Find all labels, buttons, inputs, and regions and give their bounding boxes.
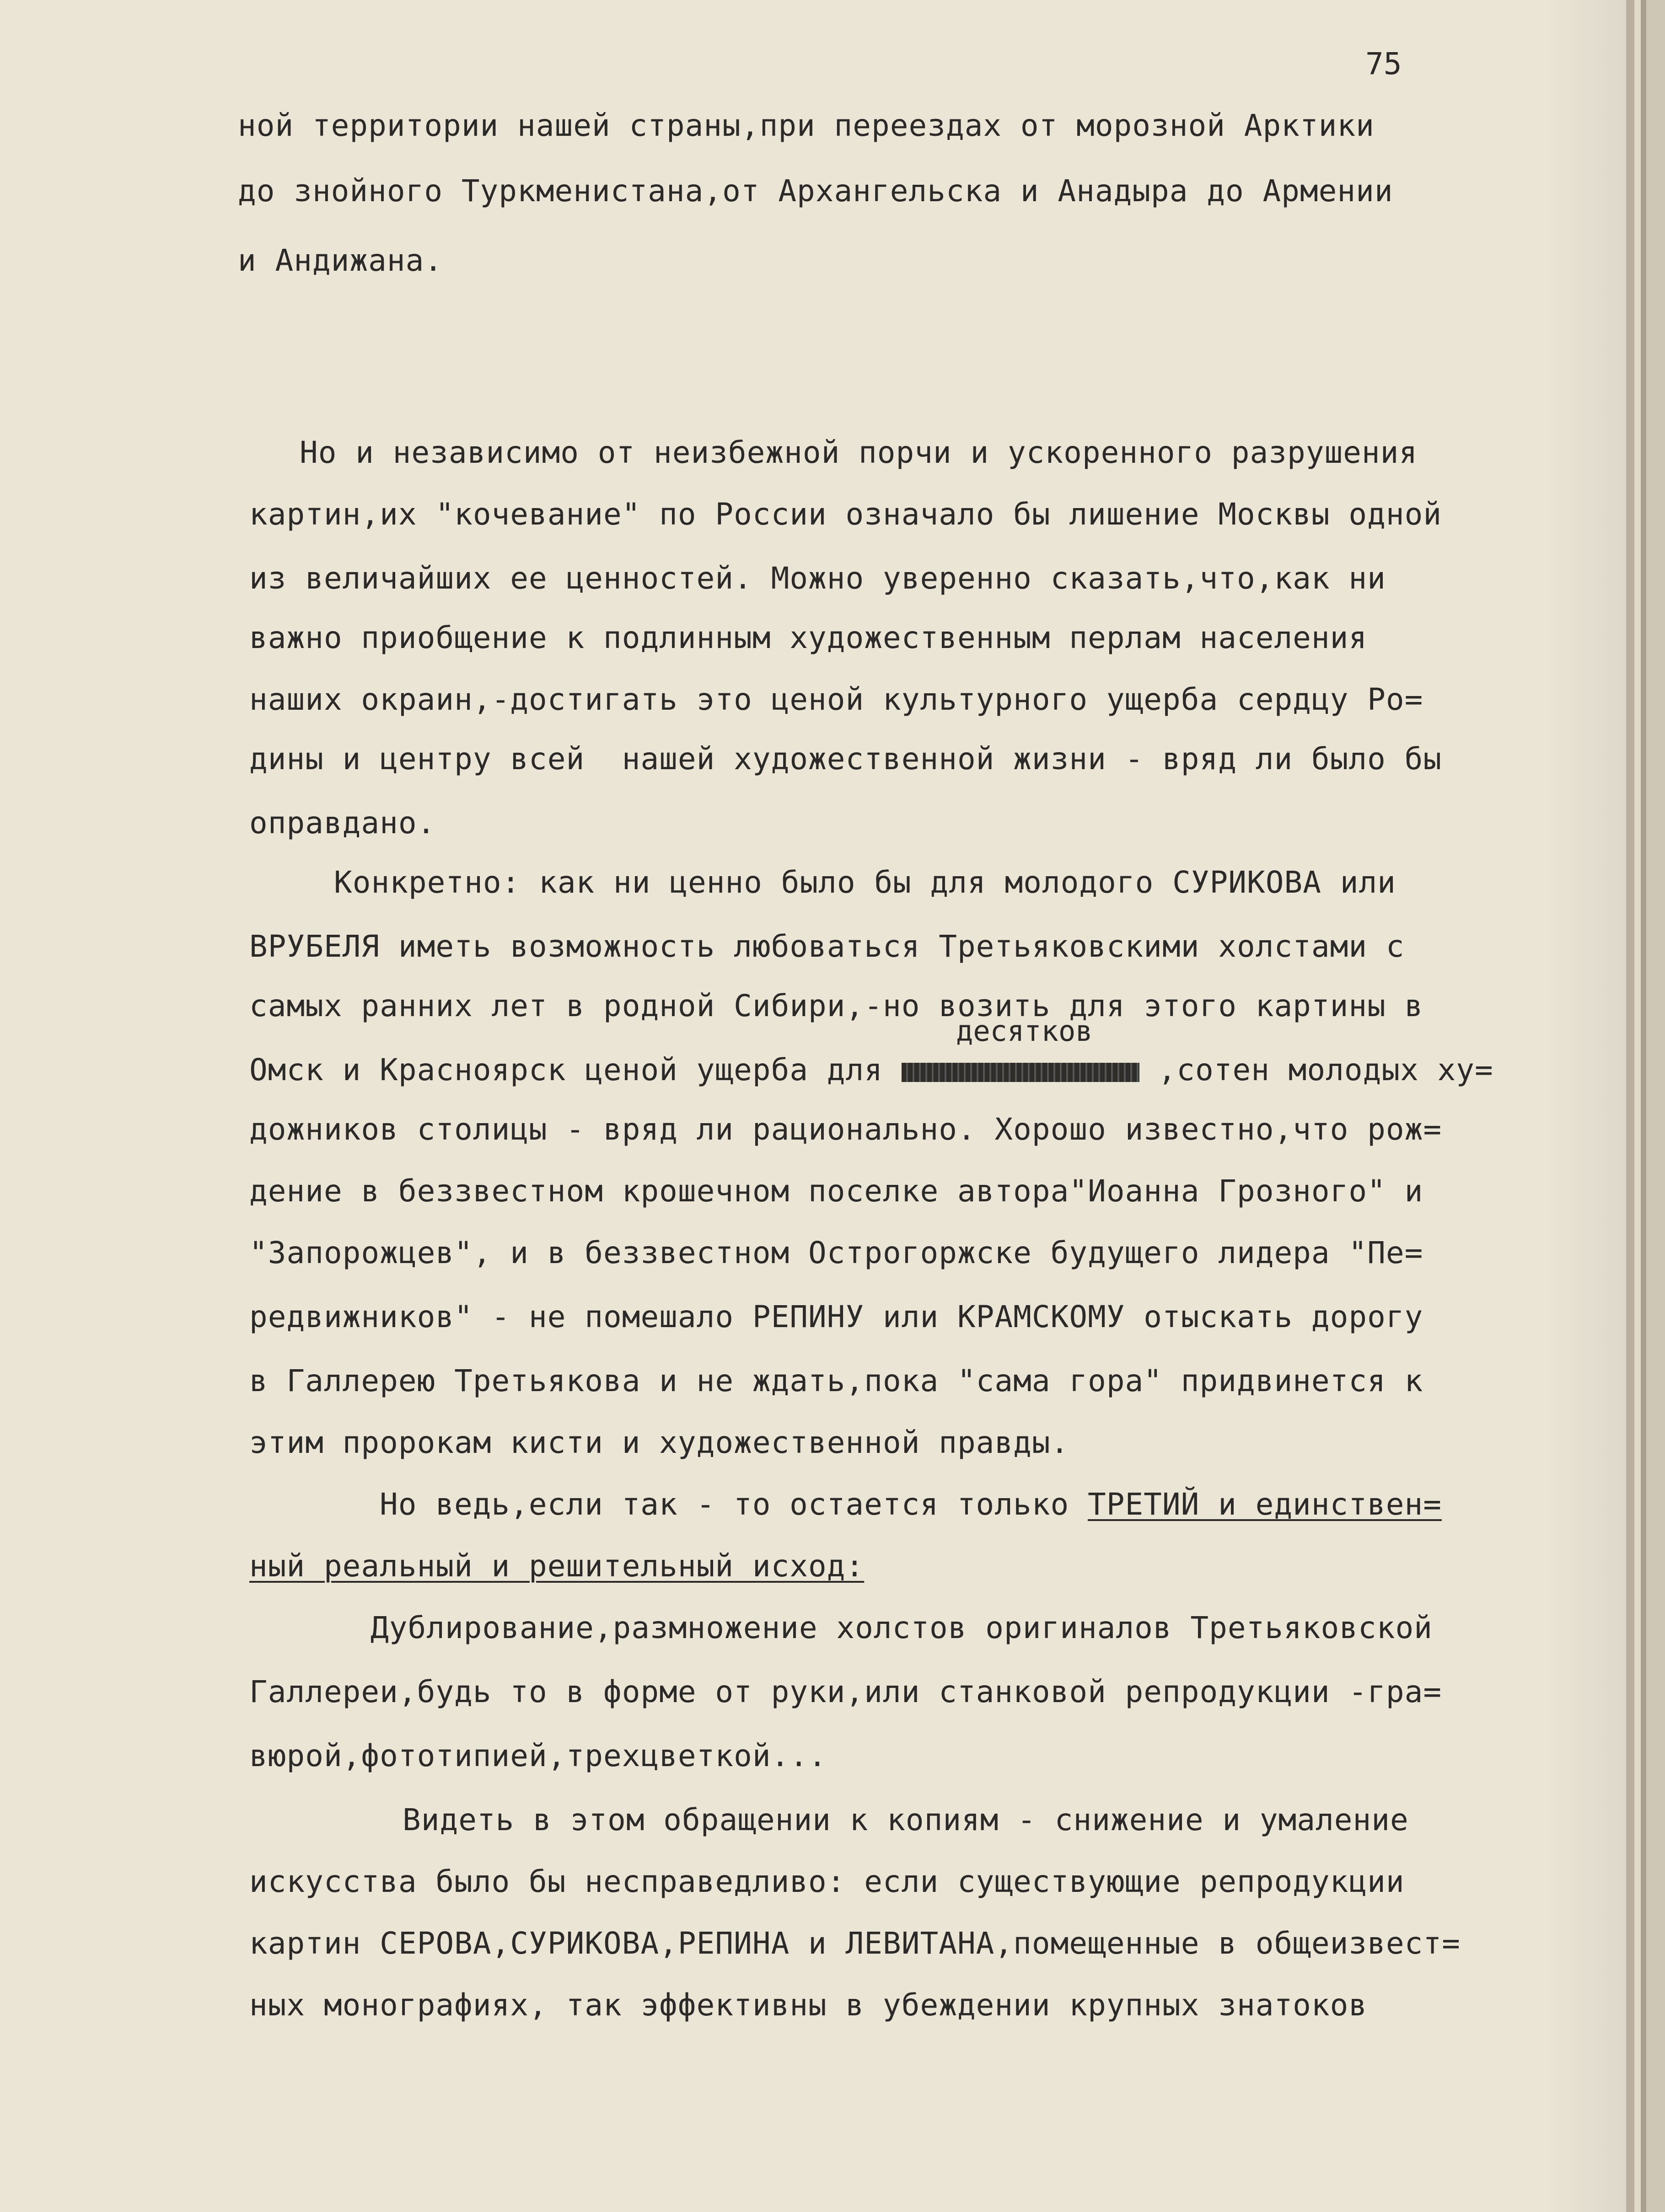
text-line: ВРУБЕЛЯ иметь возможность любоваться Третьяковскими холстами с [249, 929, 1405, 964]
text-line: наших окраин,-достигать это ценой культурного ущерба сердцу Ро= [249, 682, 1423, 717]
text-line [249, 1111, 1442, 1148]
text-line: картин СЕРОВА,СУРИКОВА,РЕПИНА и ЛЕВИТАНА,помещенные в общеизвест= [249, 1926, 1461, 1961]
page-edge [1634, 0, 1641, 2212]
page-shadow [1546, 0, 1626, 2212]
text-line: ной территории нашей страны,при переездах от морозной Арктики [238, 108, 1375, 143]
text-line: оправдано. [249, 805, 436, 841]
page-edge [1646, 0, 1665, 2212]
text-segment: Омск и Красноярск ценой ущерба для [249, 1052, 883, 1087]
text-line: Но и независимо от неизбежной порчи и ускоренного разрушения [300, 435, 1418, 470]
text-line [249, 1052, 1493, 1088]
text-segment: Но ведь,если так - то остается только [380, 1487, 1069, 1522]
text-line: редвижников" - не помешало РЕПИНУ или КРАМСКОМУ отыскать дорогу [249, 1299, 1423, 1334]
text-line: самых ранних лет в родной Сибири,-но возить для этого картины в [249, 988, 1423, 1023]
underlined-phrase: ТРЕТИЙ и единствен= [1087, 1487, 1442, 1522]
text-line: до знойного Туркменистана,от Архангельска и Анадыра до Армении [238, 173, 1393, 209]
page-edge [1626, 0, 1634, 2212]
text-line: важно приобщение к подлинным художественным перлам населения [249, 620, 1368, 655]
text-line: Галлереи,будь то в форме от руки,или станковой репродукции -гра= [249, 1674, 1442, 1709]
text-line: в Галлерею Третьякова и не ждать,пока "сама гора" придвинется к [249, 1363, 1423, 1398]
page-number: 75 [1365, 46, 1402, 81]
text-line: вюрой,фототипией,трехцветкой... [249, 1738, 827, 1773]
text-line: картин,их "кочевание" по России означало бы лишение Москвы одной [249, 497, 1442, 532]
text-line: искусства было бы несправедливо: если существующие репродукции [249, 1864, 1405, 1899]
struck-out-word [902, 1063, 1139, 1082]
text-segment: до [249, 1112, 287, 1147]
text-line [380, 1486, 1442, 1523]
text-segment: ,сотен молодых ху= [1158, 1052, 1493, 1087]
text-line: этим пророкам кисти и художественной правды. [249, 1425, 1069, 1460]
text-line: дины и центру всей нашей художественной жизни - вряд ли было бы [249, 741, 1442, 777]
text-line: дение в беззвестном крошечном поселке автора"Иоанна Грозного" и [249, 1173, 1423, 1209]
text-line: Видеть в этом обращении к копиям - снижение и умаление [403, 1802, 1409, 1837]
text-line: "Запорожцев", и в беззвестном Острогоржске будущего лидера "Пе= [249, 1235, 1423, 1270]
text-line: из величайших ее ценностей. Можно уверенно сказать,что,как ни [249, 561, 1386, 596]
text-line: ных монографиях, так эффективны в убеждении крупных знатоков [249, 1987, 1368, 2023]
text-line: Конкретно: как ни ценно было бы для молодого СУРИКОВА или [334, 865, 1396, 900]
text-line: ный реальный и решительный исход: [249, 1548, 865, 1584]
handwritten-insertion: десятков [956, 1014, 1093, 1048]
text-segment: жников столицы - вряд ли рационально. Хорошо известно,что рож= [286, 1112, 1442, 1147]
text-line: и Андижана. [238, 243, 443, 278]
text-line: Дублирование,размножение холстов оригиналов Третьяковской [371, 1610, 1433, 1645]
page-edge [1641, 0, 1646, 2212]
